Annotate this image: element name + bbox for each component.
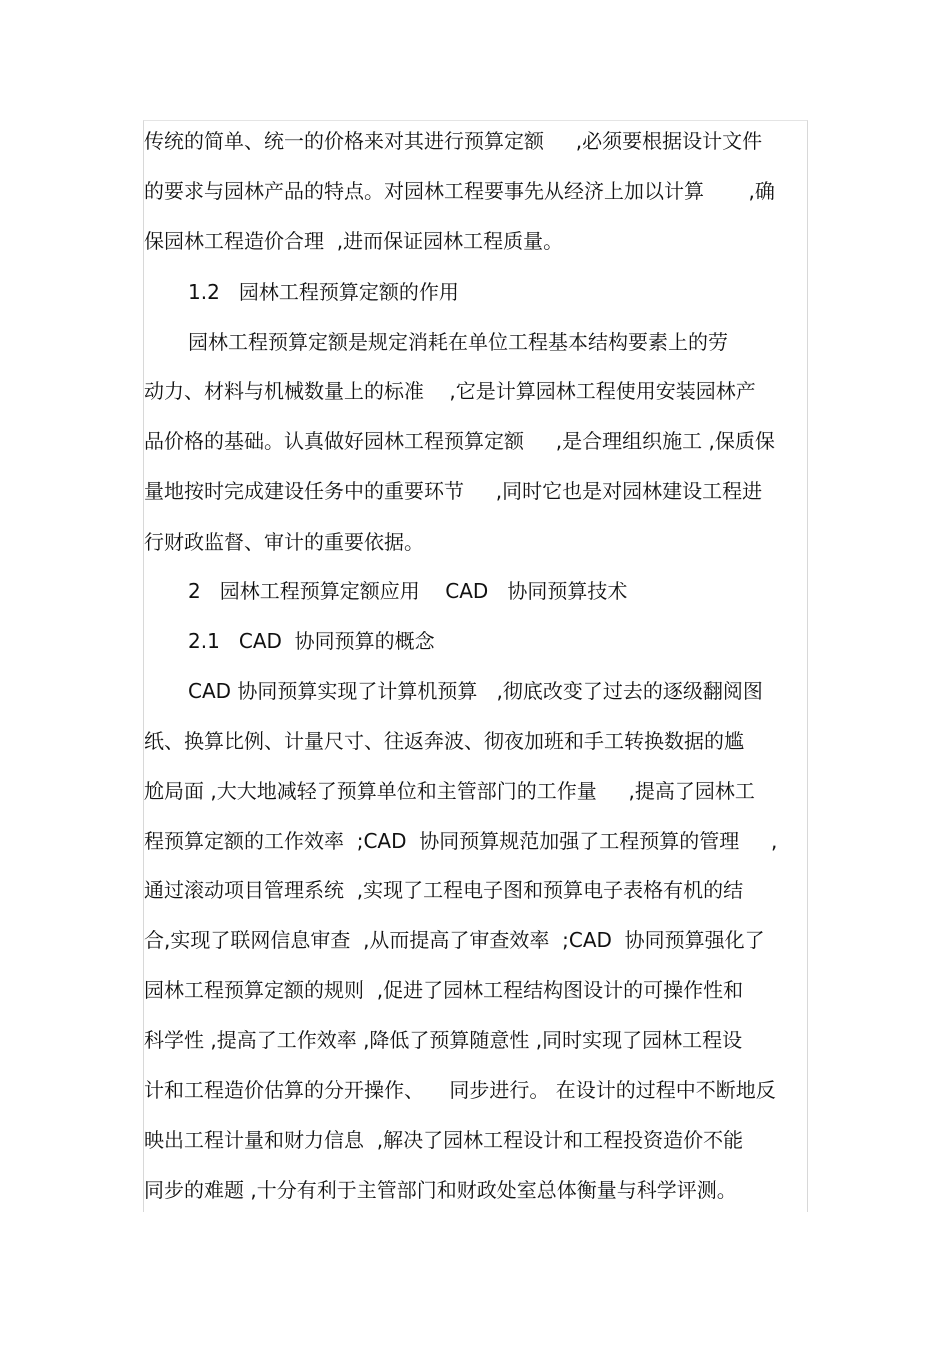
text-line: 程预算定额的工作效率 ;CAD 协同预算规范加强了工程预算的管理 , [144, 829, 778, 853]
text-line: 科学性 ,提高了工作效率 ,降低了预算随意性 ,同时实现了园林工程设 [144, 1028, 743, 1052]
text-line: 通过滚动项目管理系统 ,实现了工程电子图和预算电子表格有机的结 [144, 878, 744, 902]
section-heading: 2.1 CAD 协同预算的概念 [188, 629, 435, 653]
text-line: 园林工程预算定额的规则 ,促进了园林工程结构图设计的可操作性和 [144, 978, 744, 1002]
text-line: 映出工程计量和财力信息 ,解决了园林工程设计和工程投资造价不能 [144, 1128, 744, 1152]
text-line: 保园林工程造价合理 ,进而保证园林工程质量。 [144, 229, 564, 253]
text-line: 园林工程预算定额是规定消耗在单位工程基本结构要素上的劳 [188, 330, 728, 354]
text-line: 量地按时完成建设任务中的重要环节 ,同时它也是对园林建设工程进 [144, 479, 763, 503]
text-line: 纸、换算比例、计量尺寸、往返奔波、彻夜加班和手工转换数据的尴 [144, 729, 744, 753]
section-heading: 1.2 园林工程预算定额的作用 [188, 280, 459, 304]
text-line: 计和工程造价估算的分开操作、 同步进行。 在设计的过程中不断地反 [144, 1078, 776, 1102]
text-line: 的要求与园林产品的特点。对园林工程要事先从经济上加以计算 ,确 [144, 179, 775, 203]
text-line: 同步的难题 ,十分有利于主管部门和财政处室总体衡量与科学评测。 [144, 1178, 737, 1202]
text-line: 品价格的基础。认真做好园林工程预算定额 ,是合理组织施工 ,保质保 [144, 429, 775, 453]
text-line: 传统的简单、统一的价格来对其进行预算定额 ,必须要根据设计文件 [144, 129, 763, 153]
text-line: 合,实现了联网信息审查 ,从而提高了审查效率 ;CAD 协同预算强化了 [144, 928, 765, 952]
section-heading: 2 园林工程预算定额应用 CAD 协同预算技术 [188, 579, 628, 603]
text-line: 动力、材料与机械数量上的标准 ,它是计算园林工程使用安装园林产 [144, 379, 756, 403]
text-line: CAD 协同预算实现了计算机预算 ,彻底改变了过去的逐级翻阅图 [188, 679, 763, 703]
text-line: 尬局面 ,大大地减轻了预算单位和主管部门的工作量 ,提高了园林工 [144, 779, 755, 803]
text-line: 行财政监督、审计的重要依据。 [144, 530, 424, 554]
